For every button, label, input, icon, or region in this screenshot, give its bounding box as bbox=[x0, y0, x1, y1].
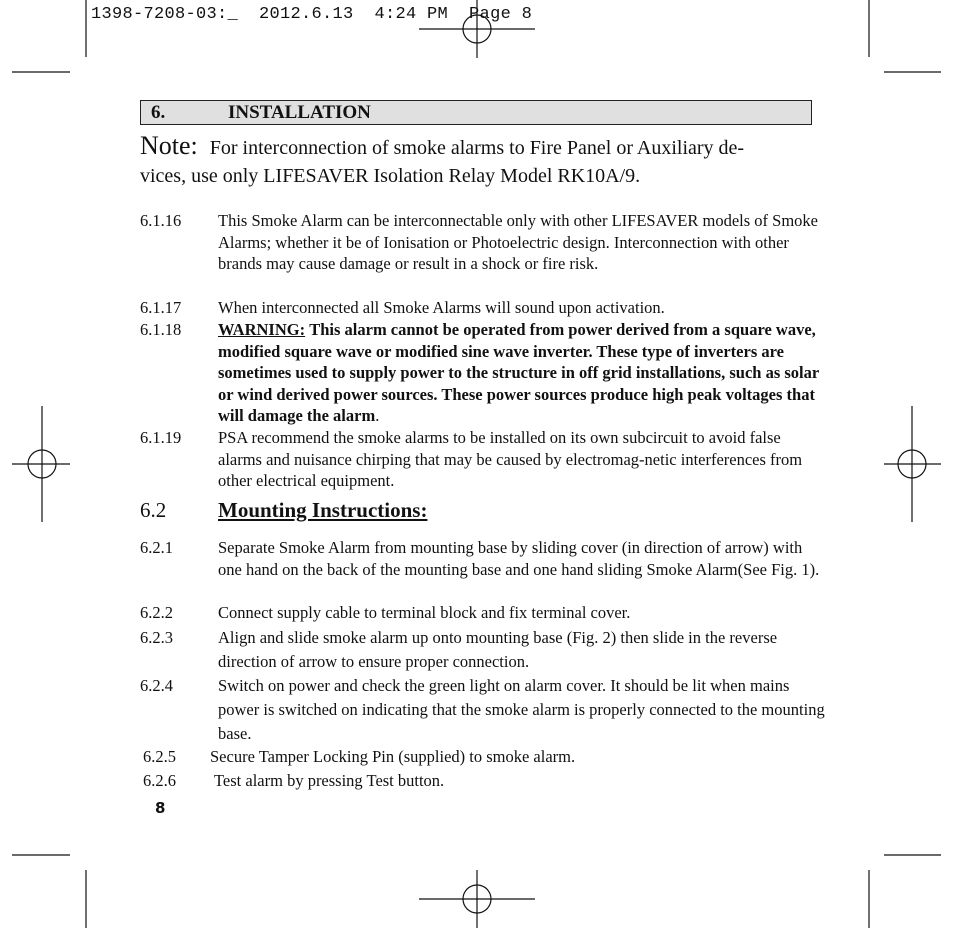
note-text-line1: For interconnection of smoke alarms to Fire Panel or Auxiliary de- bbox=[209, 137, 745, 159]
clause-number: 6.2.2 bbox=[140, 603, 173, 622]
clause-number: 6.2.6 bbox=[143, 771, 176, 790]
clause-6-2-2 bbox=[140, 602, 830, 624]
clause-6-2-4 bbox=[140, 674, 830, 746]
clause-6-1-17 bbox=[140, 297, 825, 319]
clause-text: This Smoke Alarm can be interconnectable only with other LIFESAVER models of Smoke Alarms; whether it be of Ionisation or Photoelectric design. Interconnection with other brands may cause damage or result in a shock or fire risk. bbox=[218, 211, 819, 274]
section-number: 6. bbox=[151, 102, 166, 123]
warning-label: WARNING: bbox=[218, 320, 306, 339]
clause-text: Align and slide smoke alarm up onto mounting base (Fig. 2) then slide in the reverse direction of arrow to ensure proper connection. bbox=[218, 628, 778, 671]
clause-number: 6.2.4 bbox=[140, 676, 173, 695]
clause-number: 6.2.3 bbox=[140, 628, 173, 647]
clause-number: 6.1.18 bbox=[140, 320, 182, 339]
section-title: INSTALLATION bbox=[228, 102, 371, 123]
clause-6-1-18 bbox=[140, 319, 825, 427]
clause-6-2-3 bbox=[140, 626, 830, 674]
note-text-line2: vices, use only LIFESAVER Isolation Relay Model RK10A/9. bbox=[140, 165, 641, 187]
clause-text: Secure Tamper Locking Pin (supplied) to smoke alarm. bbox=[210, 747, 576, 766]
clause-6-2-1 bbox=[140, 537, 830, 580]
clause-number: 6.1.16 bbox=[140, 211, 182, 230]
subsection-number: 6.2 bbox=[140, 498, 167, 522]
clause-6-2-6 bbox=[143, 770, 833, 792]
clause-text: Connect supply cable to terminal block and fix terminal cover. bbox=[218, 603, 631, 622]
page-number: 8 bbox=[155, 799, 166, 817]
clause-text: Test alarm by pressing Test button. bbox=[214, 771, 445, 790]
subsection-title: Mounting Instructions: bbox=[218, 498, 428, 522]
clause-text: Separate Smoke Alarm from mounting base by sliding cover (in direction of arrow) with one hand on the back of the mounting base and one hand sliding Smoke Alarm(See Fig. 1). bbox=[218, 538, 820, 579]
warning-text: This alarm cannot be operated from power derived from a square wave, modified square wave or modified sine wave inverter. These type of inverters are sometimes used to supply power to the structure in off grid installations, such as solar or wind derived power sources. These power sources produce high peak voltages that will damage the alarm bbox=[218, 320, 819, 426]
clause-number: 6.1.19 bbox=[140, 428, 182, 447]
clause-text: PSA recommend the smoke alarms to be installed on its own subcircuit to avoid false alarms and nuisance chirping that may be caused by electromag-netic interferences from other electrical equipment. bbox=[218, 428, 803, 491]
section-header bbox=[140, 100, 812, 125]
warning-block bbox=[218, 319, 825, 427]
note-label: Note: bbox=[140, 131, 198, 160]
clause-number: 6.2.5 bbox=[143, 747, 176, 766]
clause-6-1-19 bbox=[140, 427, 825, 492]
clause-number: 6.2.1 bbox=[140, 538, 173, 557]
clause-6-2-5 bbox=[143, 746, 833, 768]
note bbox=[140, 131, 820, 161]
clause-text: Switch on power and check the green light on alarm cover. It should be lit when mains power is switched on indicating that the smoke alarm is properly connected to the mounting base. bbox=[218, 676, 825, 743]
warning-end: . bbox=[375, 406, 380, 426]
clause-6-1-16 bbox=[140, 210, 825, 275]
clause-number: 6.1.17 bbox=[140, 298, 182, 317]
clause-text: When interconnected all Smoke Alarms will sound upon activation. bbox=[218, 298, 665, 317]
print-slug: 1398-7208-03:_ 2012.6.13 4:24 PM Page 8 bbox=[91, 5, 533, 24]
